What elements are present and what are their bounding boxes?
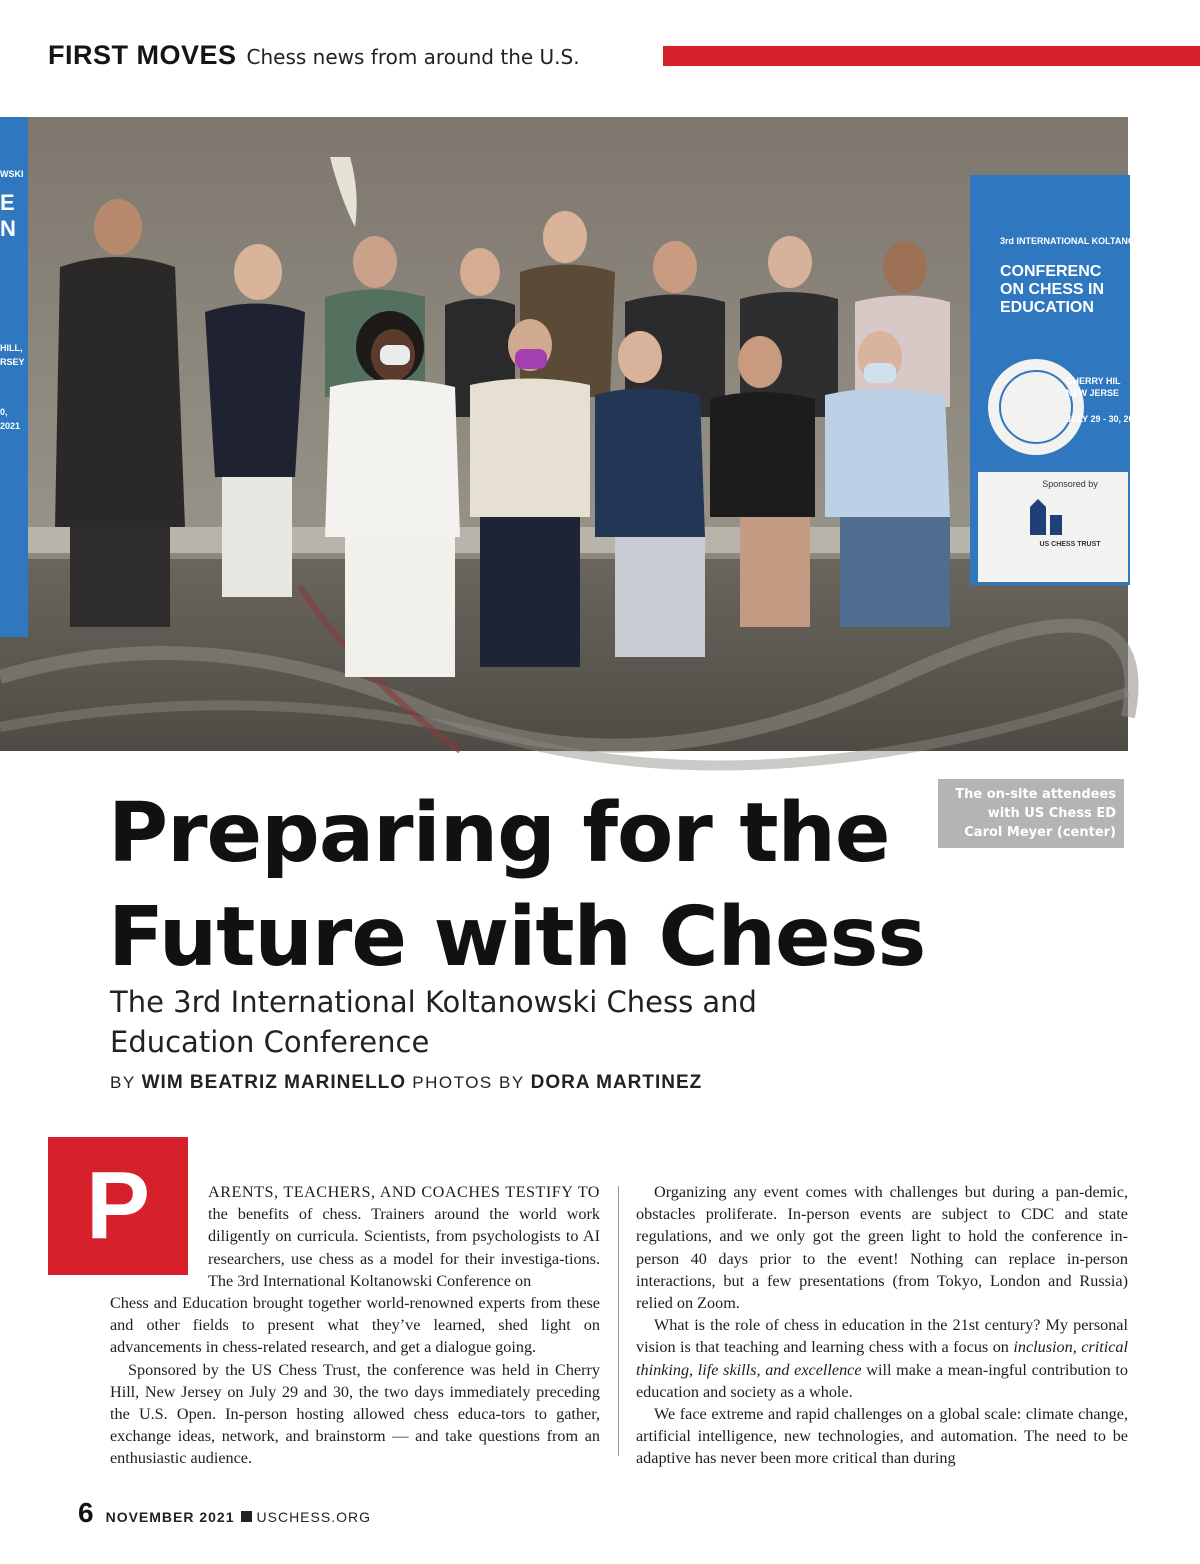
paragraph-text xyxy=(636,1314,1128,1403)
conference-seal: CONFERENCE ON CHESS IN EDUCATION xyxy=(998,338,1074,352)
byline xyxy=(110,1072,702,1094)
website: USCHESS.ORG xyxy=(256,1509,371,1525)
article-title xyxy=(108,782,925,990)
body-column-right xyxy=(636,1181,1128,1470)
left-banner-line: RSEY xyxy=(0,357,25,367)
section-name: FIRST MOVES xyxy=(48,40,237,70)
left-banner-line: N xyxy=(0,216,16,241)
right-banner-text xyxy=(1000,235,1135,317)
paragraph-text: Sponsored by the US Chess Trust, the conference was held in Cherry Hill, New Jersey on July 29 and 30, the two days immediately preceding the U.S. Open. In-person hosting allowed chess educa-tors to gather, exchange ideas, network, and brainstorm — and take questions from an enthusiastic audience. xyxy=(110,1360,600,1468)
paragraph-text: the benefits of chess. Trainers around the world work diligently on curricula. Scientists, from psychologists to AI researchers, use chess as a model for their investiga-tions. The 3rd International Koltanowski Conference on xyxy=(208,1205,600,1290)
sponsor-block xyxy=(1020,479,1120,548)
paragraph-text: We face extreme and rapid challenges on a global scale: climate change, artificial intelligence, new technologies, and automation. The need to be adaptive has never been more critical than during xyxy=(636,1405,1128,1468)
page-footer xyxy=(78,1497,371,1529)
article-subtitle: The 3rd International Koltanowski Chess and Education Conference xyxy=(110,985,757,1059)
emphasis-text: inclusion, critical thinking, life skills, and excellence xyxy=(636,1338,1128,1379)
paragraph-text: Chess and Education brought together world-renowned experts from these and other fields to present what they’ve learned, shed light on advancements in chess-related research, and get a dialogue going. xyxy=(110,1294,600,1357)
paragraph-text-part: will make a mean-ingful contribution to education and society as a whole. xyxy=(636,1360,1128,1401)
header-red-bar xyxy=(663,46,1200,66)
caption-line: with US Chess ED xyxy=(987,806,1116,821)
square-bullet-icon xyxy=(241,1511,252,1522)
title-line: Future with Chess xyxy=(108,890,926,985)
photo-caption xyxy=(938,779,1124,848)
issue-date: NOVEMBER 2021 xyxy=(105,1509,235,1525)
author-name: WIM BEATRIZ MARINELLO xyxy=(141,1072,407,1093)
right-banner-title-line: CONFERENC xyxy=(1000,263,1102,280)
caption-line: The on-site attendees xyxy=(955,787,1116,802)
byline-by: BY xyxy=(110,1073,136,1092)
caption-line: Carol Meyer (center) xyxy=(964,825,1116,840)
body-column-left xyxy=(110,1292,600,1470)
page-number: 6 xyxy=(78,1497,94,1528)
drop-cap: P xyxy=(48,1137,188,1275)
byline-photos-by: PHOTOS BY xyxy=(412,1073,525,1092)
right-banner-title-line: ON CHESS IN xyxy=(1000,281,1105,298)
left-banner-text xyxy=(0,167,28,433)
paragraph-text-part: What is the role of chess in education in the 21st century? My personal vision is that teaching and learning chess with a focus on xyxy=(636,1316,1128,1357)
column-divider xyxy=(618,1186,619,1456)
section-tagline: Chess news from around the U.S. xyxy=(246,45,580,69)
left-banner-line: WSKI xyxy=(0,169,24,179)
section-header xyxy=(48,40,580,76)
photographer-name: DORA MARTINEZ xyxy=(530,1072,703,1093)
right-banner-place xyxy=(1066,375,1134,425)
right-banner-title-line: EDUCATION xyxy=(1000,299,1094,316)
left-banner-line: HILL, xyxy=(0,343,23,353)
sponsored-by-label: Sponsored by xyxy=(1042,479,1098,489)
left-banner-line: 0, 2021 xyxy=(0,407,21,431)
right-banner-place-line: CHERRY HIL xyxy=(1066,376,1121,386)
left-banner-line: E xyxy=(0,190,15,215)
title-line: Preparing for the xyxy=(108,786,890,881)
sponsor-name: US CHESS TRUST xyxy=(1039,541,1101,548)
right-banner-place-line: NEW JERSE xyxy=(1066,388,1120,398)
right-banner-dates: JULY 29 - 30, 20 xyxy=(1066,414,1134,424)
paragraph-text: Organizing any event comes with challenges but during a pan-demic, obstacles proliferate. In-person events are subject to CDC and state regulations, and we only got the green light to hold the conference in-person 40 days prior to the event! Nothing can replace in-person interactions, but a few presentations (from Tokyo, London and Russia) relied on Zoom. xyxy=(636,1183,1128,1313)
lead-in: ARENTS, TEACHERS, AND COACHES TESTIFY TO xyxy=(208,1183,600,1201)
body-paragraph-1-top xyxy=(208,1181,600,1292)
right-banner-kicker: 3rd INTERNATIONAL KOLTANO xyxy=(1000,236,1135,246)
